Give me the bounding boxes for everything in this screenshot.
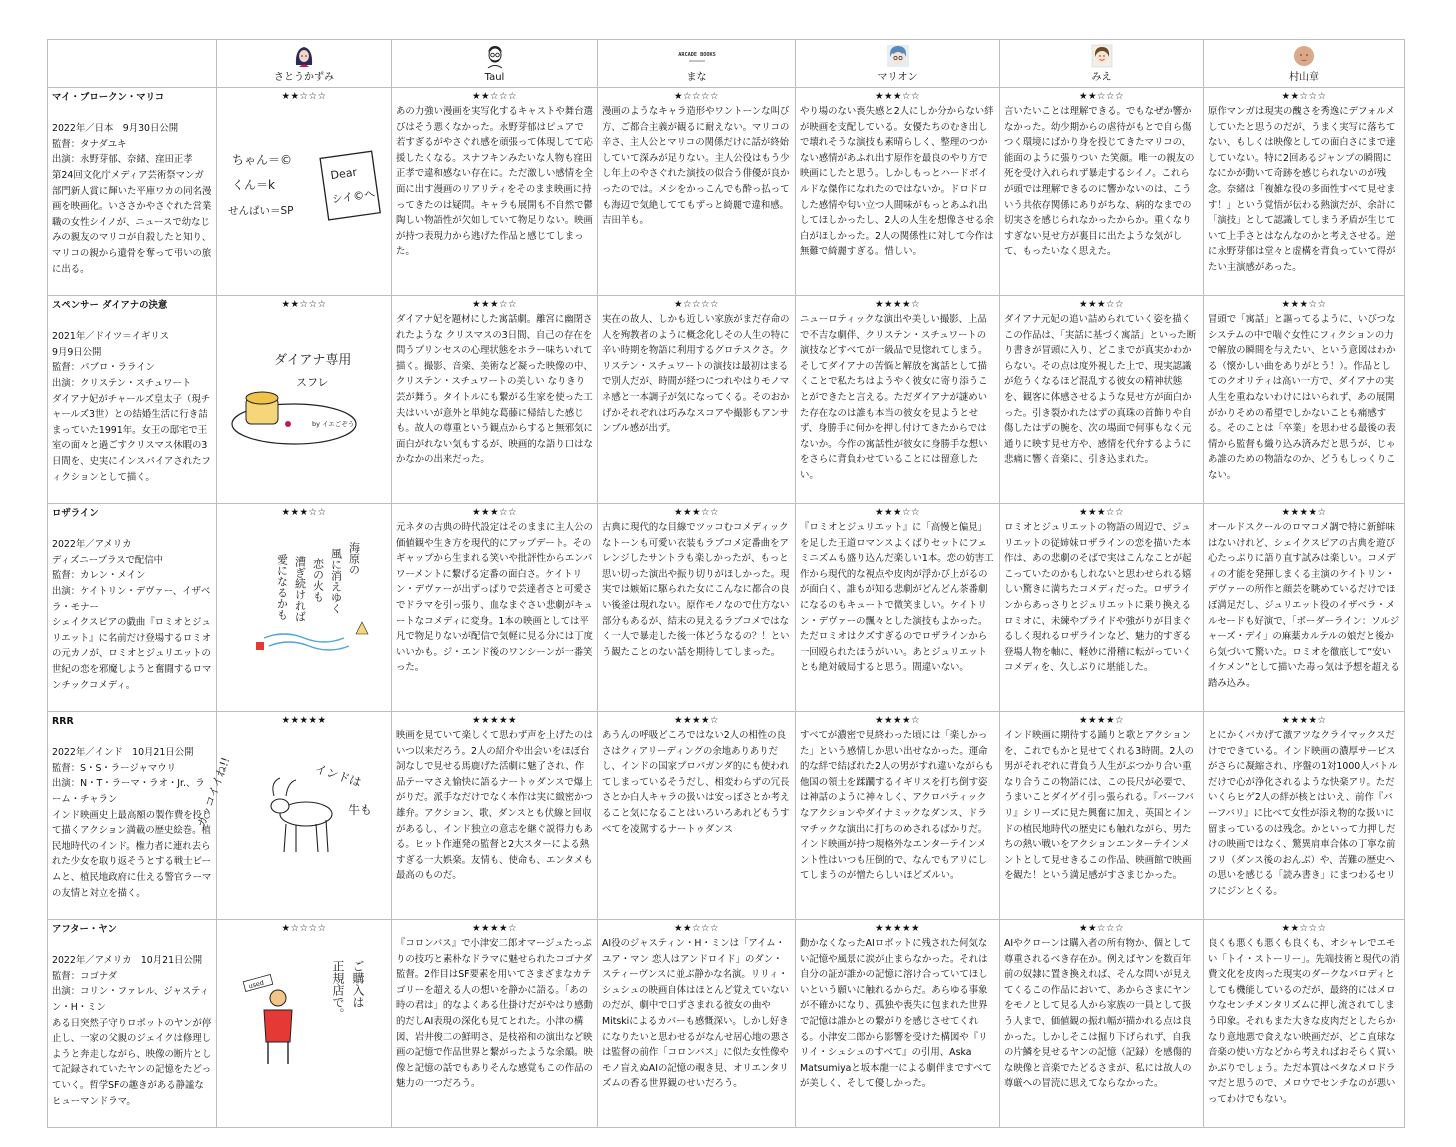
review-text: やり場のない喪失感と2人にしか分からない絆が映画を支配している。女優たちのむき出しで壊れそうな演技も素晴らしく、整理のつかない感情があふれ出す原作を最良のやり方で映画にしたと思う。しかしもっとハードボイルドな傑作になれたのではないか。ドロドロした感情や匂い立つ人間味がもっとあふれ出してほしかったし、2人の人生を想像させる余白がほしかった。2人の関係性に対して今作は無難で綺麗すぎる。惜しい。 (800, 106, 994, 258)
review-cell (1000, 88, 1204, 296)
review-text: オールドスクールのロマコメ調で特に新鮮味はないけれど、シェイクスピアの古典を遊び心たっぷりに語り直す試みは楽しい。コメディの才能を発揮しまくる主演のケイトリン・デヴァーの所作と顔芸を眺めているだけでほぼ満足だし、ジュリエット役のイザベラ・メルセードも好演で、「ボーダーライン：ソルジャーズ・デイ」の麻薬カルテルの娘だと後から気づいて驚いた。ロミオを徹底して“安いイケメン”として描いた毒っ気は予想を超える踏み込み。 (1208, 522, 1400, 689)
illustration-text: スフレ (296, 376, 329, 389)
movie-title: アフター・ヤン (52, 924, 117, 935)
review-text: 動かなくなったAIロボットに残された何気ない記憶や風景に涙が止まらなかった。それは自分の証が誰かの記憶に溶け合っていてほしいという願いに触れるからだ。あらゆる事象が不確かになり、孤独や喪失に包まれた世界で記憶は誰かとの繋がりを感じさせてくれる。小津安二郎から影響を受けた構図や『リリイ・シュシュのすべて』の引用、Aska Matsumiyaと坂本龍一による劇伴まですべてが美しく、そして優しかった。 (800, 938, 992, 1090)
smiling-woman-avatar-icon (1089, 43, 1115, 69)
blue-hair-avatar-icon (885, 43, 911, 69)
movie-info: 2022年／日本 9月30日公開 監督：タナダユキ 出演：永野芽郁、奈緒、窪田正孝 第24回文化庁メディア芸術祭マンガ部門新人賞に輝いた平庫ワカの同名漫画を映画化。いささかやさぐれた営業職の女性シイノが、ニュースで幼なじみの親友のマリコが自殺したと知り、マリコの親から遺骨を奪って弔いの旅に出る。 (52, 123, 212, 275)
review-text: 漫画のようなキャラ造形やワントーンな叫び方、ご都合主義が観るに耐えない。マリコの辛さ、主人公とマリコの関係だけに話が終始していて深みが足りない。主人公役はもう少し年上のやさぐれた演技の似合う俳優が良かったのでは。メシをかっこんでも酔っ払っても海辺で気絶しててもずっと綺麗で違和感。吉田羊も。 (602, 106, 790, 227)
review-text: ロミオとジュリエットの物語の周辺で、ジュリエットの従姉妹ロザラインの恋を描いた本作は、あの悲劇のそばで実はこんなことが起こっていたのかもしれないと思わせられる嬉しい驚きに満ちたコメディだった。ロザラインからあっさりとジュリエットに乗り換えるロミオに、未練やプライドや強がりが目まぐるしく現れるロザラインなど、魅力的すぎる登場人物を軸に、軽妙に滑稽に転がっていくコメディを、久しぶりに堪能した。 (1004, 522, 1192, 674)
review-cell (392, 712, 598, 920)
reviewer-name: マリオン (877, 72, 918, 84)
review-cell (1204, 504, 1405, 712)
star-rating: ★★★★☆ (471, 923, 518, 934)
illustration-text: 海原の (347, 542, 361, 575)
movie-title: RRR (52, 716, 74, 727)
illustration-text: 正規店で。 (331, 960, 345, 1020)
illustration-text: 愛になるかも (275, 554, 289, 620)
review-cell (1204, 920, 1405, 1128)
review-text: あの力強い漫画を実写化するキャストや舞台選びはそう悪くなかった。永野芽郁はピュアで若すぎるがやさぐれ感を頑張って体現してて応援したくなる。スナフキンみたいな人物も窪田正孝で違和感ない存在に。ただ激しい感情を全面に出す漫画のリアリティをそのまま映画に持ってきたのは疑問。キャラも展開も不自然で鬱陶しい物語性が欠如していて物足りない。映画が持つ表現力から逃げた作品と感じてしまった。 (396, 106, 593, 258)
star-rating: ★★☆☆☆ (281, 91, 327, 102)
star-rating: ★★★☆☆ (281, 507, 327, 518)
review-cell (1204, 296, 1405, 504)
review-text: すべてが濃密で見終わった頃には「楽しかった」という感情しか思い出せなかった。運命的な絆で結ばれた2人の男がすれ違いながらも他国の領土を蹂躙するイギリスを打ち倒す姿は神話のように神々しく、アクロバティックなアクションやダイナミックなダンス、ドラマチックな演出に打ちのめされるばかりだ。インド映画が持つ規格外なエンターテインメント性はいつも圧倒的で、なんでもアリにしてしまうのが憎たらしいほどズルい。 (800, 730, 994, 882)
reviewer-header (796, 40, 1000, 88)
illustration-text: インドは (313, 761, 364, 790)
review-text: ダイアナ妃を題材にした寓話劇。離宮に幽閉されたような クリスマスの3日間、自己の存在を問うプリンセスの心理状態をホラー味ちいれて描く。撮影、音楽、美術など凝った映像の中、クリステン・スチュワートの美しい なりきり芸が舞う。タイトルにも繋がる生家を使った工夫はいいが意外と単純な葛藤に帰結した感じも。故人の尊重という観点からすると無邪気に面白がれない気もするが、映画的な語り口はなかなかの出来だった。 (396, 314, 593, 466)
review-cell (1204, 712, 1405, 920)
arcade-books-logo-icon (677, 43, 716, 69)
movie-row (48, 920, 1405, 1128)
movie-row (48, 88, 1405, 296)
movie-info: 2022年／アメリカ 10月21日公開 監督：コゴナダ 出演：コリン・ファレル、ジャスティン・H・ミン ある日突然子守りロボットのヤンが停止し、一家の父親のジェイクは修理しようと奔走しながら、映像の断片として記録されていたヤンの記憶をたどっていく。哲学SFの趣きがある静謐なヒューマンドラマ。 (52, 955, 212, 1107)
star-rating: ★★☆☆☆ (1281, 923, 1327, 934)
reviewer-name: さとうかずみ (274, 72, 334, 84)
illustration-text: シイ©へ (331, 187, 376, 207)
illustration-text: くん＝k (232, 178, 275, 192)
star-rating: ★★★☆☆ (673, 507, 720, 518)
reviewer-name: まな (686, 72, 707, 84)
review-text: 言いたいことは理解できる。でもなぜか響かなかった。幼少期からの虐待がもとで自ら傷つく環境にばかり身を投じてきたマリコの、能面のように張りつい た笑顔。唯一の親友の死を受け入れられず暴走するシイノ。これらが頭では理解できるのに響かないのは、こういう共依存関係にありがちな、病的なまでの切実さを感じられなかったからか。重くなりすぎない見せ方が裏目に出たような気がして、もったいなく思えた。 (1004, 106, 1195, 258)
illustration-text: 漕ぎ続ければ (293, 556, 307, 622)
reviewer-name: みえ (1091, 72, 1112, 84)
star-rating: ★★★☆☆ (1281, 299, 1327, 310)
review-text: 古典に現代的な目線でツッコむコメディックなトーンも可愛い衣装もラブコメ定番曲をアレンジしたサントラも楽しかったが、もっと思い切った演出や振り切りがほしかった。現実では嫉妬に駆られた女にこんなに都合の良い後釜は現れない。原作モノなので仕方ない部分もあるが、結末の見えるラブコメではなく一人で暴走した後一体どうなるの？！という観たことのない話を期待してしまった。 (602, 522, 790, 658)
star-rating: ★★☆☆☆ (281, 299, 327, 310)
woman-avatar-icon (291, 43, 317, 69)
review-cell (217, 296, 392, 504)
review-text: 元ネタの古典の時代設定はそのままに主人公の価値観や生き方を現代的にアップデート。そのギャップから生まれる笑いや批評性からエンパワーメントに繋げる定番の面白さ。ケイトリン・デヴァーが出ずっぱりで芸達者さと可愛さでドラマを引っ張り、血なまぐさい悲劇がキュートなコメディに変身。1本の映画としては平凡で物足りないが配信で気軽に見る分には丁度いいかも。ジ・エンド後のワンシーンが一番笑った。 (396, 522, 593, 674)
review-cell (1000, 920, 1204, 1128)
star-rating: ★☆☆☆☆ (673, 91, 720, 102)
review-cell (1000, 504, 1204, 712)
review-cell (598, 296, 796, 504)
handwritten-illustration (195, 752, 384, 872)
illustration-text: せんぱい＝SP (228, 205, 294, 217)
movie-row (48, 504, 1405, 712)
illustration-text: 牛も (348, 803, 373, 817)
reviewer-name: 村山章 (1289, 72, 1319, 84)
reviewer-header (1204, 40, 1405, 88)
review-cell (598, 712, 796, 920)
movie-cell (48, 712, 217, 920)
review-text: あうんの呼吸どころではない2人の相性の良さはクィアリーディングの余地ありありだし、インドの国家プロパガンダ的にも使われてしまっているそうだし、相変わらずの冗長さとか白人キャラの扱いは安っぽさとか考えること気になることはいろいろあれどもうすべてを凌駕するナートゥダンス (602, 730, 790, 835)
star-rating: ★☆☆☆☆ (281, 923, 327, 934)
review-text: ニューロティックな演出や美しい撮影、上品で不吉な劇伴、クリステン・スチュワートの演技などすべてが一級品で見惚れてしまう。そしてダイアナの苦悩と解放を寓話として描くことで私たちはようやく彼女に寄り添うことができたと言える。ただダイアナが謎めいた存在なのは誰も本当の彼女を見ようとせず、身勝手に何かを押し付けてきたからではないか。今作の寓話性が彼女に身勝手な想いをさらに背負わせていることには留意したい。 (800, 314, 988, 481)
review-cell (392, 504, 598, 712)
illustration-text: カッコイイね!! (195, 755, 233, 830)
star-rating: ★☆☆☆☆ (673, 299, 720, 310)
handwritten-illustration (224, 954, 384, 1074)
man-glasses-avatar-icon (482, 43, 508, 69)
movie-cell (48, 920, 217, 1128)
movie-cell (48, 296, 217, 504)
reviewer-name: Taul (484, 72, 505, 84)
star-rating: ★★★★★ (874, 923, 921, 934)
illustration-text: 風に消えゆく (329, 548, 343, 614)
reviewer-header (392, 40, 598, 88)
handwritten-illustration (224, 342, 384, 452)
review-cell (195, 712, 392, 920)
reviewer-header (598, 40, 796, 88)
movie-info: 2021年／ドイツ＝イギリス 9月9日公開 監督：パブロ・ラライン 出演：クリステン・スチュワート ダイアナ妃がチャールズ皇太子（現チャールズ3世）との結婚生活に行き詰まっていた1991年。女王の邸宅で王室の面々と過ごすクリスマス休暇の3日間を、史実にインスパイアされたフィクションとして描く。 (52, 331, 211, 483)
review-cell (1000, 712, 1204, 920)
star-rating: ★★★★☆ (874, 299, 921, 310)
review-cell (796, 296, 1000, 504)
review-text: AI役のジャスティン・H・ミンは「アイム・ユア・マン 恋人はアンドロイド」のダン・スティーヴンスに並ぶ静かな名演。リリィ・シュシュの映画自体はほとんど覚えていないのだが、劇中で口ずさまれる彼女の曲やMitskiによるカバーも感慨深い。しかし好きになりたいと思わせるがなんせ居心地の悪さは監督の前作「コロンバス」に似た女性像やモノ盲えぬAIの記憶の覗き見、オリエンタリズムの香る世界観のせいだろう。 (602, 938, 790, 1090)
movie-row (48, 712, 1405, 920)
star-rating: ★★★☆☆ (1078, 299, 1125, 310)
movie-row (48, 296, 1405, 504)
handwritten-illustration (224, 134, 384, 244)
illustration-text: ダイアナ専用 (274, 353, 352, 368)
star-rating: ★★★☆☆ (874, 91, 921, 102)
review-table (47, 39, 1405, 1128)
movie-cell (48, 504, 217, 712)
review-cell (598, 88, 796, 296)
review-text: ダイアナ元妃の追い詰められていく姿を描くこの作品は、「実話に基づく寓話」といった断り書きが冒頭に入り、どこまでが真実かわからない。その点は度外視した上で、現実認識が危うくなるほど混乱する彼女の精神状態を、観客に体感させるような見せ方が面白かった。引き裂かれたはずの真珠の首飾りや自傷したはずの腕を、次の場面で何事もなく元通りに映す見せ方や、感情を代弁するように悲痛に響く音楽に、引き込まれた。 (1004, 314, 1197, 466)
star-rating: ★★★★☆ (1281, 715, 1327, 726)
star-rating: ★★☆☆☆ (673, 923, 720, 934)
review-cell (217, 920, 392, 1128)
star-rating: ★★★★☆ (1078, 715, 1125, 726)
movie-title: マイ・ブロークン・マリコ (52, 92, 165, 103)
review-text: とにかくバカげて激アツなクライマックスだけでできている。インド映画の濃厚サービスがさらに凝縮され、序盤の1対1000人バトルだけで心が浄化されるような快楽アリ。ただいくらヒゲ2人の絆が核とはいえ、前作『バーフバリ』に比べて女性が添え物的な扱いに留まっているのは残念。かといって力押しだけの映画ではなく、驚異肩車合体の丁寧な前フリ（ダンス後のおんぶ）や、苦難の歴史への思いを感じる「読み書き」にまつわるセリフにジンとくる。 (1208, 730, 1398, 897)
review-cell (796, 88, 1000, 296)
movie-info: 2022年／インド 10月21日公開 監督：S・S・ラージャマウリ 出演：N・T・ラーマ・ラオ・Jr.、ラーム・チャラン インド映画史上最高額の製作費を投じて描くアクション満載の歴史絵巻。植民地時代のインド。権力者に連れ去られた少女を取り返そうとする戦士ビームと、植民地政府に仕える警官ラーマの友情と対立を描く。 (52, 747, 212, 899)
illustration-text: ちゃん＝© (232, 153, 293, 167)
star-rating: ★★★☆☆ (471, 507, 518, 518)
review-text: 良くも悪くも悪くも良くも、オシャレでエモい「トイ・ストーリー」。先端技術と現代の消費文化を皮肉った現実のダークなパロディとしても機能しているのだが、最終的にはメロウなセンチメンタリズムに押し流されてしまう印象。それもまた大きな皮肉だとしたらかなり意地悪で食えない映画だが、どこ直球な音楽の使い方などから考えればおそらく買いかぶりでしょう。ただ本質はベタなメロドラマだと思うので、メロウでセンチなのが悪いってわけでもない。 (1208, 938, 1400, 1105)
illustration-text: ご購入は (351, 960, 365, 1008)
movie-title: ロザライン (52, 508, 99, 519)
review-text: 冒頭で「寓話」と謳ってるように、いびつなシステムの中で喘ぐ女性にフィクションの力で解放の瞬間を与えたい、という意図はわかる（懐かしい曲をありがとう！）。作品としてのクオリティは高い一方で、ダイアナの実人生を重ねないわけにはいられず、あの展開がかりそめの希望でしかないことも痛感する。そのことは「卒業」を思わせる最後の表情から監督も織り込み済みだと思うが、じゃあ誰のための物語なのか、どうもしっくりこない。 (1208, 314, 1396, 481)
star-rating: ★★★★★ (281, 715, 327, 726)
movie-title: スペンサー ダイアナの決意 (52, 300, 168, 311)
movie-cell (48, 88, 217, 296)
star-rating: ★★☆☆☆ (1281, 91, 1327, 102)
illustration-text: 恋の火も (311, 558, 325, 602)
review-cell (1000, 296, 1204, 504)
star-rating: ★★★★☆ (673, 715, 720, 726)
star-rating: ★★★☆☆ (1078, 507, 1125, 518)
illustration-text: used (247, 978, 265, 991)
review-cell (1204, 88, 1405, 296)
review-text: 実在の故人、しかも近しい家族がまだ存命の人を殉教者のように概念化しその人生の特に辛い時期を物語に利用するグロテスクさ。クリステン・スチュワートの演技は最初はまるで別人だが、時間が経つにつれやはりモノマネ感と一本調子が気になってくる。そのおかげかそれぞれは巧みなスコアや撮影もアンサンブル感が出ず。 (602, 314, 790, 435)
star-rating: ★★☆☆☆ (1078, 923, 1125, 934)
review-cell (796, 504, 1000, 712)
review-text: 原作マンガは現実の醜さを秀逸にデフォルメしていたと思うのだが、うまく実写に落ちてない、もしくは映像としての面白さにまで達していない。特に2回あるジャンプの瞬間になにかが動いて奇跡を感じられないのが残念。奈緒は「複雑な役の多面性すべて見せます！」という覚悟が伝わる熱演だが、余計に「演技」として認識してしまう矛盾が生じていて上手さとはなんなのかと考えさせる。逆に永野芽郁は堂々と虚構を背負っていて得がたい主演感があった。 (1208, 106, 1396, 273)
review-cell (598, 504, 796, 712)
star-rating: ★★☆☆☆ (471, 91, 518, 102)
reviewer-header (217, 40, 392, 88)
illustration-text: by イエごぞう (312, 420, 355, 428)
star-rating: ★★☆☆☆ (1078, 91, 1125, 102)
handwritten-illustration (224, 538, 384, 658)
review-text: 『ロミオとジュリエット』に「高慢と偏見」を足した王道ロマンスよくばりセットにフェミニズムも盛り込んだ楽しい1本。恋の妨害工作から現代的な視点や皮肉が浮かび上がるのが面白く、誰もが知る悲劇がどんどん茶番劇になるのもキュートで微笑ましい。ケイトリン・デヴァーの飄々とした演技もよかった。ただロミオはクズすぎるのでロザラインから一回殴られたほうがいい。あとジュリエットとも絶対破局すると思う。間違いない。 (800, 522, 994, 674)
header-row (48, 40, 1405, 88)
review-cell (598, 920, 796, 1128)
review-text: インド映画に期待する踊りと歌とアクションを、これでもかと見せてくれる3時間。2人の男がそれぞれに背負う人生がぶつかり合い重なり合うこの物語には、この長尺が必要で、うまいことダイゲイ引っ張られる。『バーフバリ』シリーズに見た興奮に加え、英国とインドの植民地時代の歴史にも触れながら、男たちの熱い戦いをアクションエンターテインメントとして見せきるこの作品、映画館で映画を観た！という満足感がすさまじかった。 (1004, 730, 1195, 882)
star-rating: ★★★★☆ (1281, 507, 1327, 518)
round-face-avatar-icon (1291, 43, 1317, 69)
logo-text: ARCADE BOOKS (677, 52, 716, 59)
review-text: 映画を見ていて楽しくて思わず声を上げたのはいつ以来だろう。2人の紹介や出会いをほぼ台詞なしで見せる馬鹿げた活劇に魅了され、作品テーマさえ愉快に語るナートゥダンスで爆上がりだ。派手なだけでなく本作は実に緻密かつ雄弁。アクション、歌、ダンスとも伏線と回収があるし、インド独立の意志を継ぐ説得力もある。ヒット作連発の監督と2大スターによる熱すぎる一大娯楽。友情も、使命も、エンタメも最高のものだ。 (396, 730, 593, 882)
review-cell (796, 920, 1000, 1128)
review-text: AIやクローンは購入者の所有物か、個として尊重されるべき存在か。例えばヤンを数百年前の奴隷に置き換えれば、そんな問いが見えてくるこの作品において、あからさまにヤンをモノとして見る人から家族の一員として扱う人まで、価値観の振れ幅が描かれる点は良かった。しかしそこは掘り下げられず、自我の片鱗を見せるヤンの記憶（記録）を感傷的な映像と音楽でたどるさまが、私には故人の尊厳への冒涜に思えてならなかった。 (1004, 938, 1192, 1090)
review-cell (392, 920, 598, 1128)
reviewer-header (1000, 40, 1204, 88)
illustration-text: Dear (329, 165, 358, 183)
review-cell (392, 88, 598, 296)
star-rating: ★★★★★ (471, 715, 518, 726)
review-text: 『コロンバス』で小津安二郎オマージュたっぷりの技巧と素朴なドラマに魅せられたコゴナダ監督。2作目はSF要素を用いてさまざまなカテゴリーを超える人の想いを静かに語る。「あの時の君は」的なよくある仕掛けだがやはり感動的だしAI表現の深化も見てとれた。小津の構図、岩井俊二の鮮明さ、是枝裕和の演出など映画の記憶で作品世界と繋がったような余韻。映像と記憶の話でもありそんな感覚もこの作品の魅力の一つだろう。 (396, 938, 593, 1090)
header-corner (48, 40, 217, 88)
review-cell (796, 712, 1000, 920)
review-cell (217, 504, 392, 712)
review-cell (392, 296, 598, 504)
star-rating: ★★★☆☆ (874, 507, 921, 518)
movie-info: 2022年／アメリカ ディズニープラスで配信中 監督：カレン・メイン 出演：ケイトリン・デヴァー、イザベラ・モナー シェイクスピアの戯曲『ロミオとジュリエット』に名前だけ登場するロミオの元カノが、ロミオとジュリエットの世紀の恋を邪魔しようと奮闘するロマンチックコメディ。 (52, 539, 212, 691)
review-cell (217, 88, 392, 296)
star-rating: ★★★☆☆ (471, 299, 518, 310)
star-rating: ★★★★☆ (874, 715, 921, 726)
